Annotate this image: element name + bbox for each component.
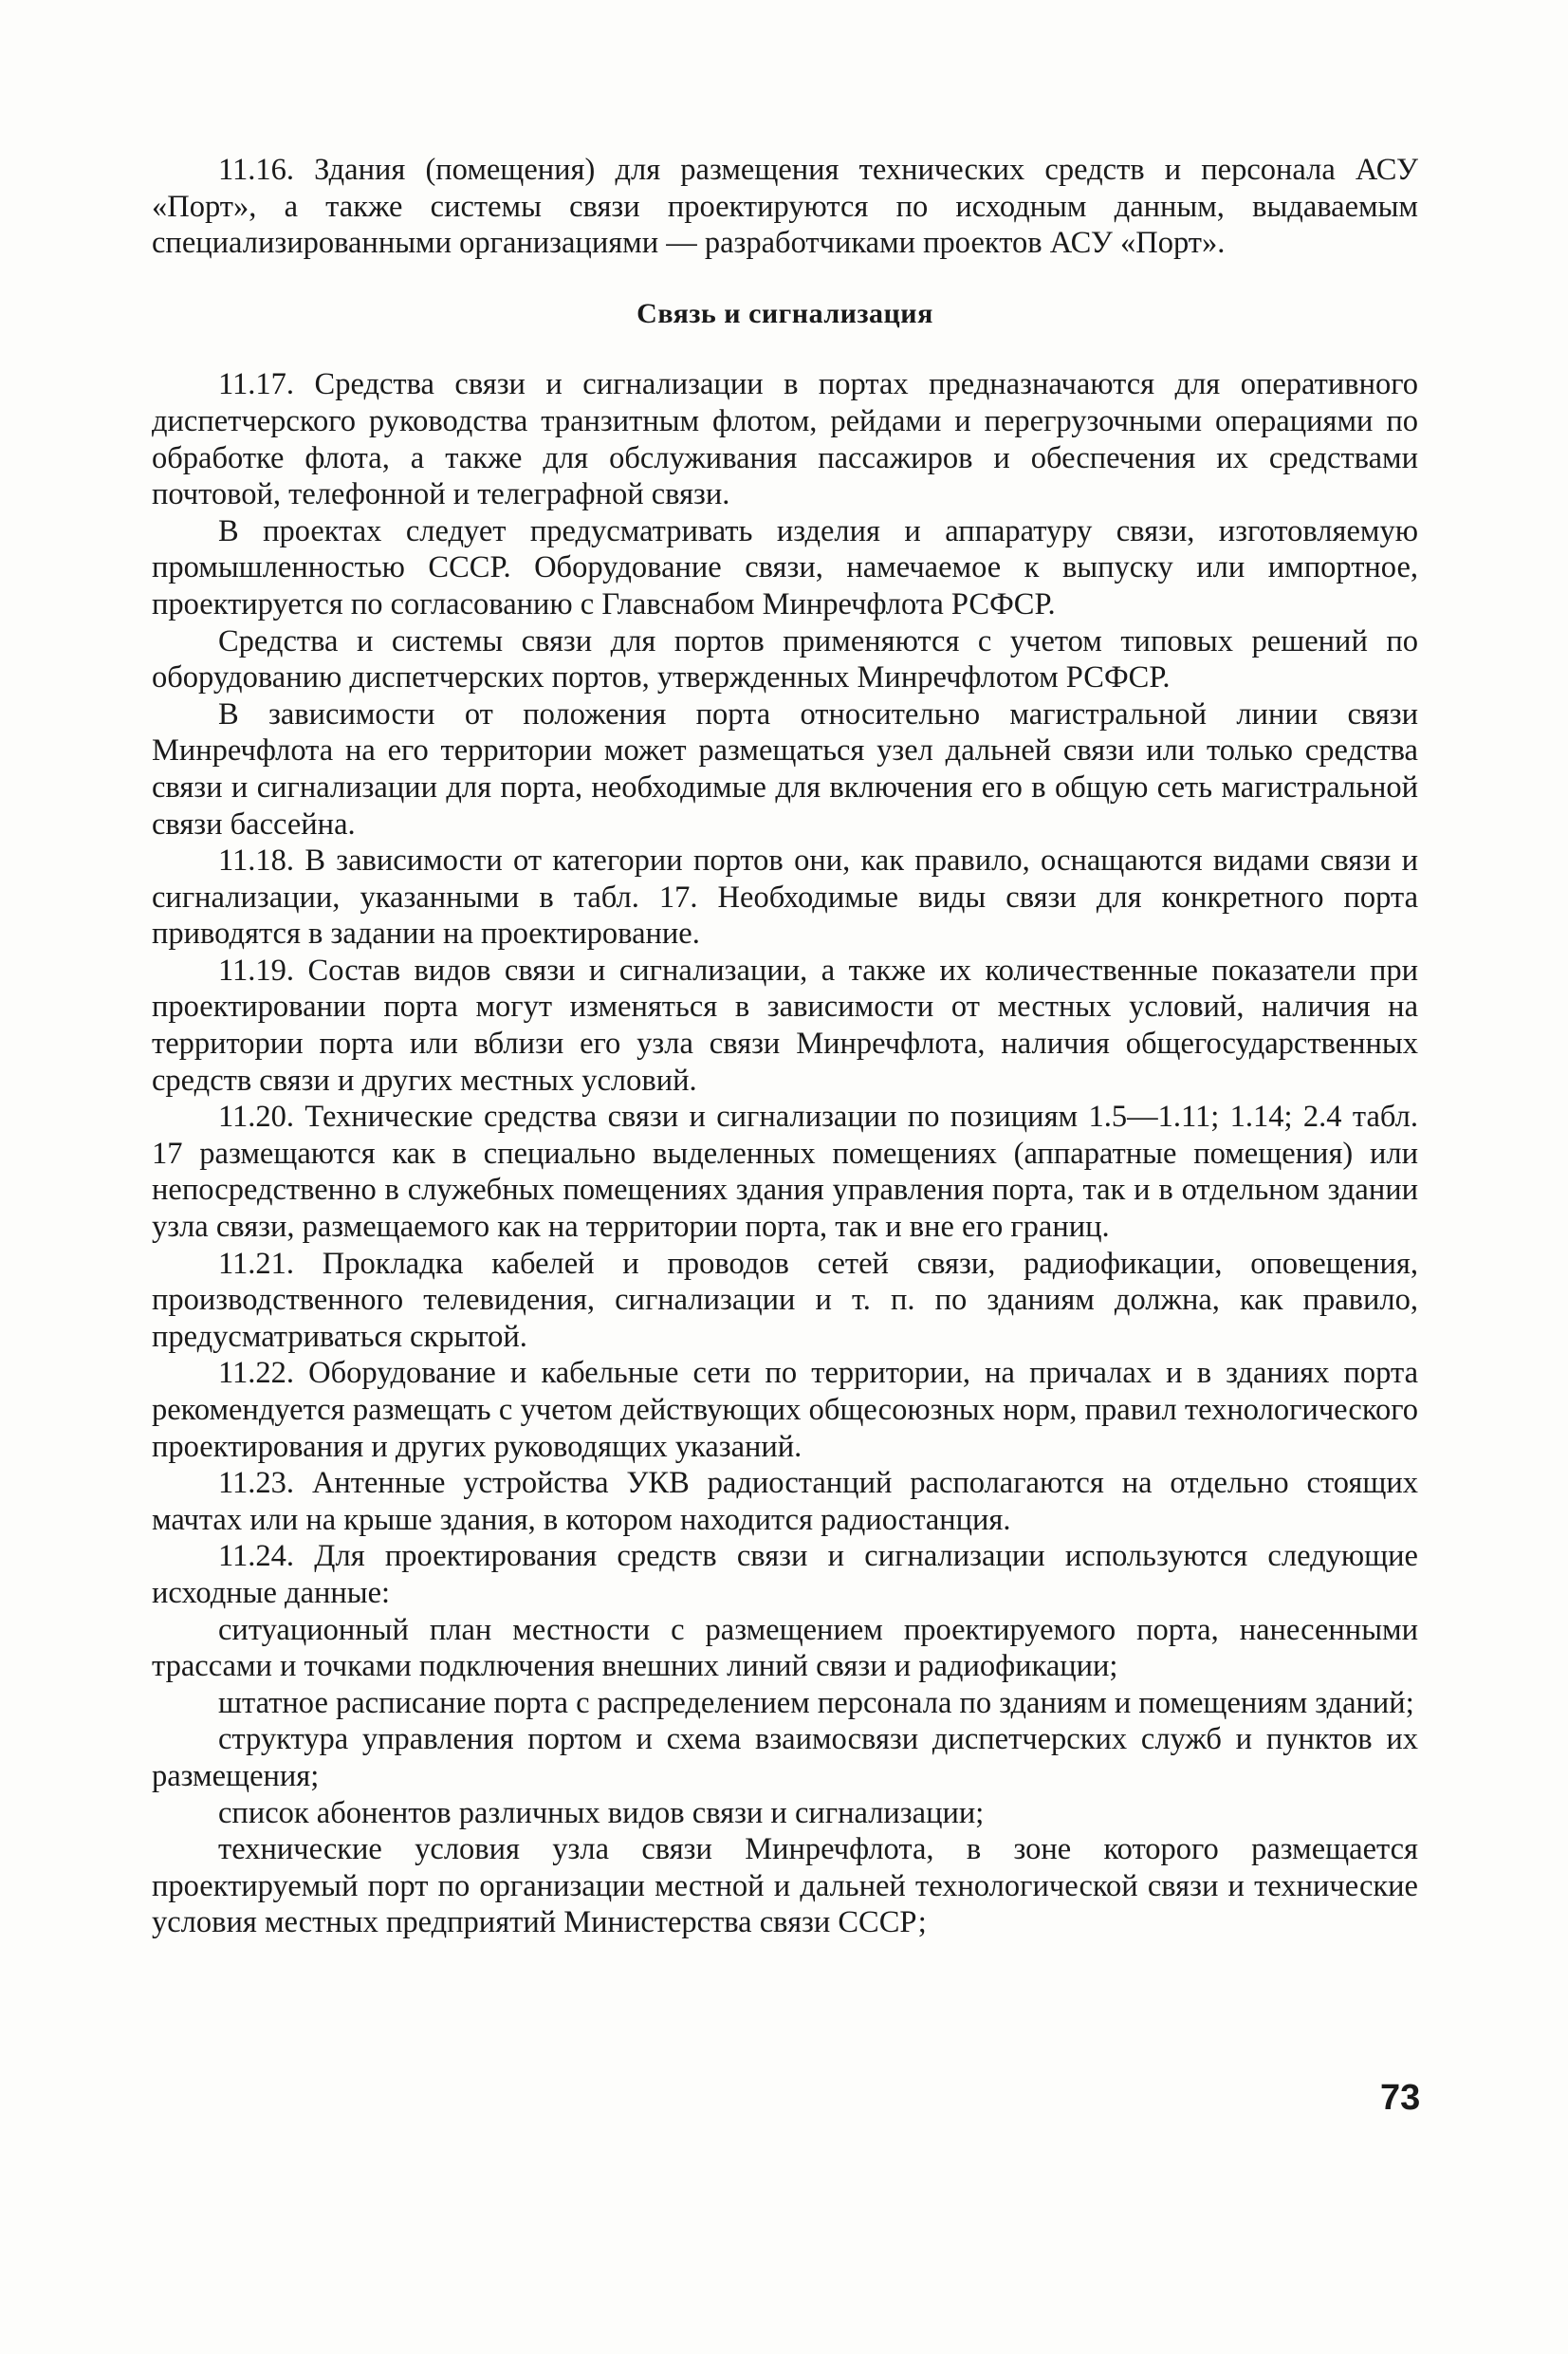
paragraph: Средства и системы связи для портов применяются с учетом типовых решений по оборудованию диспетчерских портов, утвержденных Минречфлотом РСФСР.: [152, 623, 1418, 695]
paragraph: 11.20. Технические средства связи и сигнализации по позициям 1.5—1.11; 1.14; 2.4 табл. 17 размещаются как в специально выделенных помещениях (аппаратные помещения) или непосредственно в служебных помещениях здания управления порта, так и в отдельном здании узла связи, размещаемого как на территории порта, так и вне его границ.: [152, 1100, 1418, 1245]
text-column: [152, 152, 1418, 1941]
paragraph: 11.21. Прокладка кабелей и проводов сетей связи, радиофикации, оповещения, производственного телевидения, сигнализации и т. п. по зданиям должна, как правило, предусматриваться скрытой.: [152, 1246, 1418, 1354]
paragraph: 11.18. В зависимости от категории портов они, как правило, оснащаются видами связи и сигнализации, указанными в табл. 17. Необходимые виды связи для конкретного порта приводятся в задании на проектирование.: [152, 843, 1418, 952]
paragraph: список абонентов различных видов связи и сигнализации;: [218, 1795, 985, 1830]
paragraph-11-16: 11.16. Здания (помещения) для размещения технических средств и персонала АСУ «Порт», а также системы связи проектируются по исходным данным, выдаваемым специализированными организациями — разработчиками проектов АСУ «Порт».: [152, 153, 1418, 261]
paragraph: штатное расписание порта с распределением персонала по зданиям и помещениям зданий;: [218, 1685, 1414, 1720]
paragraph: 11.23. Антенные устройства УКВ радиостанций располагаются на отдельно стоящих мачтах или на крыше здания, в котором находится радиостанция.: [152, 1466, 1418, 1537]
page-number: 73: [1380, 2078, 1421, 2118]
paragraph-list: [152, 366, 1418, 1941]
paragraph: В зависимости от положения порта относительно магистральной линии связи Минречфлота на его территории может размещаться узел дальней связи или только средства связи и сигнализации для порта, необходимые для включения его в общую сеть магистральной связи бассейна.: [152, 696, 1418, 842]
paragraph: ситуационный план местности с размещением проектируемого порта, нанесенными трассами и точками подключения внешних линий связи и радиофикации;: [152, 1612, 1418, 1684]
section-heading: Связь и сигнализация: [636, 297, 933, 329]
paragraph: В проектах следует предусматривать изделия и аппаратуру связи, изготовляемую промышленностью СССР. Оборудование связи, намечаемое к выпуску или импортное, проектируется по согласованию с Главснабом Минречфлота РСФСР.: [152, 513, 1418, 621]
paragraph: 11.22. Оборудование и кабельные сети по территории, на причалах и в зданиях порта рекомендуется размещать с учетом действующих общесоюзных норм, правил технологического проектирования и других руководящих указаний.: [152, 1356, 1418, 1464]
paragraph: технические условия узла связи Минречфлота, в зоне которого размещается проектируемый порт по организации местной и дальней технологической связи и технические условия местных предприятий Министерства связи СССР;: [152, 1832, 1418, 1940]
paragraph: 11.19. Состав видов связи и сигнализации, а также их количественные показатели при проектировании порта могут изменяться в зависимости от местных условий, наличия на территории порта или вблизи его узла связи Минречфлота, наличия общегосударственных средств связи и других местных условий.: [152, 953, 1418, 1098]
paragraph: 11.24. Для проектирования средств связи и сигнализации используются следующие исходные данные:: [152, 1539, 1418, 1610]
paragraph: структура управления портом и схема взаимосвязи диспетчерских служб и пунктов их размещения;: [152, 1722, 1418, 1793]
paragraph: 11.17. Средства связи и сигнализации в портах предназначаются для оперативного диспетчерского руководства транзитным флотом, рейдами и перегрузочными операциями по обработке флота, а также для обслуживания пассажиров и обеспечения их средствами почтовой, телефонной и телеграфной связи.: [152, 367, 1418, 512]
